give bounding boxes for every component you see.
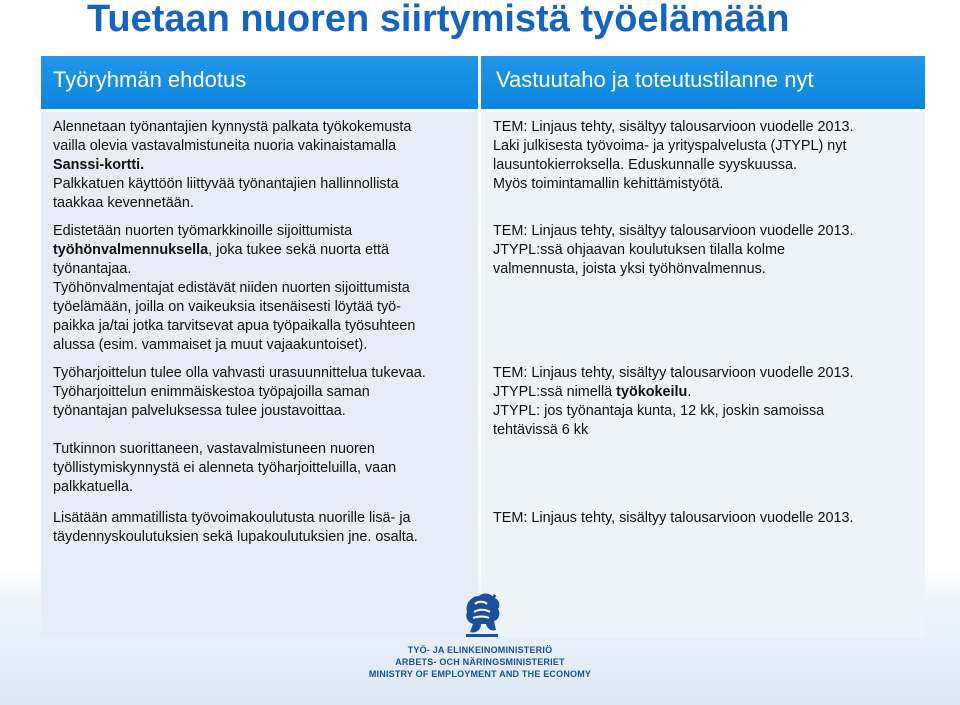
text-line: , joka tukee sekä nuorta että <box>208 242 389 258</box>
logo-line-en: MINISTRY OF EMPLOYMENT AND THE ECONOMY <box>368 669 592 679</box>
text-line: palkkatuella. <box>53 479 133 495</box>
text-line: Lisätään ammatillista työvoimakoulutusta nuorille lisä- ja <box>53 510 411 526</box>
text-line: Työharjoittelun enimmäiskestoa työpajoilla saman <box>53 384 370 400</box>
text-line: Alennetaan työnantajien kynnystä palkata työkokemusta <box>53 119 412 135</box>
text-line: lausuntokierroksella. Eduskunnalle syyskuussa. <box>493 157 797 173</box>
text-line: työelämään, joilla on vaikeuksia itsenäisesti löytää työ- <box>53 299 401 315</box>
text-line: JTYPL:ssä ohjaavan koulutuksen tilalla kolme <box>493 242 785 258</box>
status-column <box>481 112 925 637</box>
proposal-row-5 <box>53 509 473 547</box>
proposal-column <box>41 112 478 637</box>
page-title: Tuetaan nuoren siirtymistä työelämään <box>87 0 790 40</box>
text-bold: työkokeilu <box>616 384 688 400</box>
text-line: täydennyskoulutuksien sekä lupakoulutuksien jne. osalta. <box>53 529 418 545</box>
status-row-2 <box>493 222 933 279</box>
text-line: taakkaa kevennetään. <box>53 195 194 211</box>
text-line: . <box>687 384 692 400</box>
text-line: tehtävissä 6 kk <box>493 422 589 438</box>
header-status: Vastuutaho ja toteutustilanne nyt <box>481 56 925 109</box>
text-line: TEM: Linjaus tehty, sisältyy talousarvioon vuodelle 2013. <box>493 223 854 239</box>
text-line: vailla olevia vastavalmistuneita nuoria vakinaistamalla <box>53 138 397 154</box>
text-line: Palkkatuen käyttöön liittyvää työnantajien hallinnollista <box>53 176 399 192</box>
text-bold: työhönvalmennuksella <box>53 242 209 258</box>
status-row-3 <box>493 364 933 440</box>
text-line: alussa (esim. vammaiset ja muut vajaakuntoiset). <box>53 337 368 353</box>
text-line: TEM: Linjaus tehty, sisältyy talousarvioon vuodelle 2013. <box>493 510 854 526</box>
lion-emblem-icon <box>461 590 503 640</box>
text-line: työnantajan palveluksessa tulee joustavoittaa. <box>53 403 346 419</box>
text-line: Työharjoittelun tulee olla vahvasti urasuunnittelua tukevaa. <box>53 365 426 381</box>
text-line: paikka ja/tai jotka tarvitsevat apua työpaikalla työsuhteen <box>53 318 416 334</box>
text-line: Laki julkisesta työvoima- ja yrityspalvelusta (JTYPL) nyt <box>493 138 847 154</box>
proposal-row-3 <box>53 364 473 421</box>
status-row-4 <box>493 509 933 528</box>
text-line: Myös toimintamallin kehittämistyötä. <box>493 176 724 192</box>
text-line: työnantajaa. <box>53 261 132 277</box>
text-line: TEM: Linjaus tehty, sisältyy talousarvioon vuodelle 2013. <box>493 365 854 381</box>
proposal-row-2 <box>53 222 473 355</box>
logo-line-sv: ARBETS- OCH NÄRINGSMINISTERIET <box>395 657 565 667</box>
text-line: JTYPL:ssä nimellä <box>493 384 617 400</box>
proposal-row-4 <box>53 440 473 497</box>
text-line: valmennusta, joista yksi työhönvalmennus. <box>493 261 766 277</box>
ministry-logo <box>364 590 596 690</box>
text-line: työllistymiskynnystä ei alenneta työharjoitteluilla, vaan <box>53 460 397 476</box>
text-line: Työhönvalmentajat edistävät niiden nuorten sijoittumista <box>53 280 410 296</box>
status-row-1 <box>493 118 933 194</box>
text-line: TEM: Linjaus tehty, sisältyy talousarvioon vuodelle 2013. <box>493 119 854 135</box>
header-proposal: Työryhmän ehdotus <box>41 56 478 109</box>
proposal-row-1 <box>53 118 473 213</box>
text-line: Sanssi-kortti. <box>53 157 145 173</box>
text-line: JTYPL: jos työnantaja kunta, 12 kk, joskin samoissa <box>493 403 825 419</box>
text-line: Tutkinnon suorittaneen, vastavalmistuneen nuoren <box>53 441 375 457</box>
logo-line-fi: TYÖ- JA ELINKEINOMINISTERIÖ <box>407 645 553 655</box>
text-line: Edistetään nuorten työmarkkinoille sijoittumista <box>53 223 353 239</box>
